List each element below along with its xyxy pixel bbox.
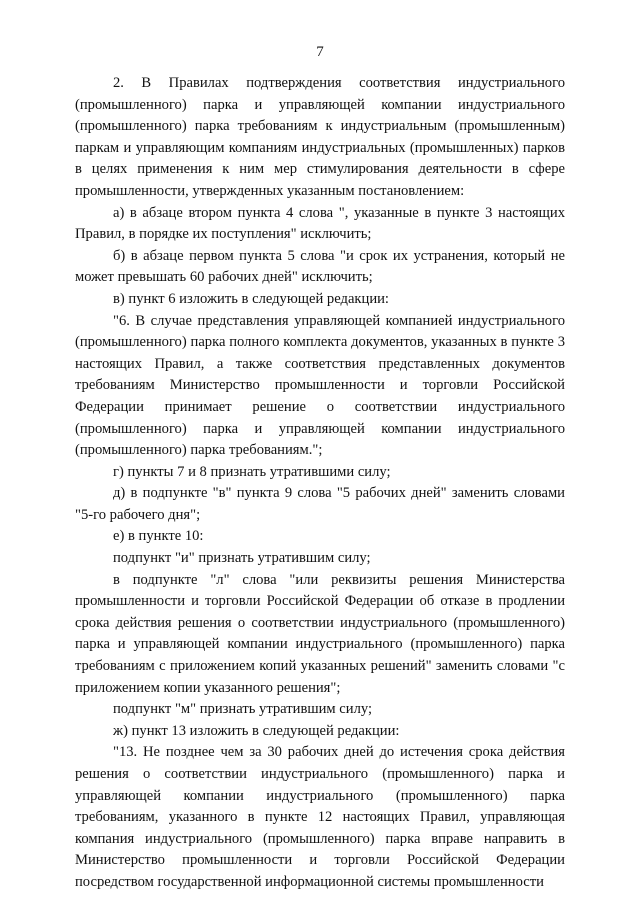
paragraph-item-e: е) в пункте 10: <box>113 528 204 545</box>
paragraph-item-v: в) пункт 6 изложить в следующей редакции: <box>113 290 389 307</box>
paragraph-item-g: г) пункты 7 и 8 признать утратившими силу; <box>113 463 391 480</box>
page-number: 7 <box>316 44 324 60</box>
paragraph-item-b: б) в абзаце первом пункта 5 слова "и срок их устранения, который не может превышать 60 рабочих дней" исключить; <box>75 247 565 286</box>
paragraph-amendment-2: 2. В Правилах подтверждения соответствия индустриального (промышленного) парка и управляющей компании индустриального (промышленного) парка требованиям к индустриальным (промышленным) паркам и управляющим компаниям индустриальных (промышленных) парков в целях применения к ним мер стимулирования деятельности в сфере промышленности, утвержденных указанным постановлением: <box>75 75 565 199</box>
paragraph-point-13-text: "13. Не позднее чем за 30 рабочих дней до истечения срока действия решения о соответствии индустриального (промышленного) парка и управляющей компании индустриального (промышленного) парка требованиям, указанного в пункте 12 настоящих Правил, управляющая компания индустриального (промышленного) парка вправе направить в Министерство промышленности и торговли Российской Федерации посредством государственной информационной системы промышленности <box>75 744 565 890</box>
paragraph-subpoint-l: в подпункте "л" слова "или реквизиты решения Министерства промышленности и торговли Российской Федерации об отказе в продлении срока действия решения о соответствии индустриального (промышленного) парка и управляющей компании индустриального (промышленного) парка требованиям с приложением копий указанных решений" заменить словами "с приложением копии указанного решения"; <box>75 571 565 696</box>
paragraph-subpoint-m: подпункт "м" признать утратившим силу; <box>113 701 373 718</box>
paragraph-point-6-text: "6. В случае представления управляющей компанией индустриального (промышленного) парка полного комплекта документов, указанных в пункте 3 настоящих Правил, а также соответствия представленных документов требованиям Министерство промышленности и торговли Российской Федерации принимает решение о соответствии индустриального (промышленного) парка и управляющей компании индустриального (промышленного) парка требованиям."; <box>75 312 565 459</box>
paragraph-item-zh: ж) пункт 13 изложить в следующей редакции: <box>113 722 400 739</box>
paragraph-subpoint-i: подпункт "и" признать утратившим силу; <box>113 550 371 567</box>
paragraph-item-a: а) в абзаце втором пункта 4 слова ", указанные в пункте 3 настоящих Правил, в порядке их поступления" исключить; <box>75 204 565 243</box>
document-body <box>75 73 565 894</box>
paragraph-item-d: д) в подпункте "в" пункта 9 слова "5 рабочих дней" заменить словами "5-го рабочего дня"; <box>75 485 565 523</box>
